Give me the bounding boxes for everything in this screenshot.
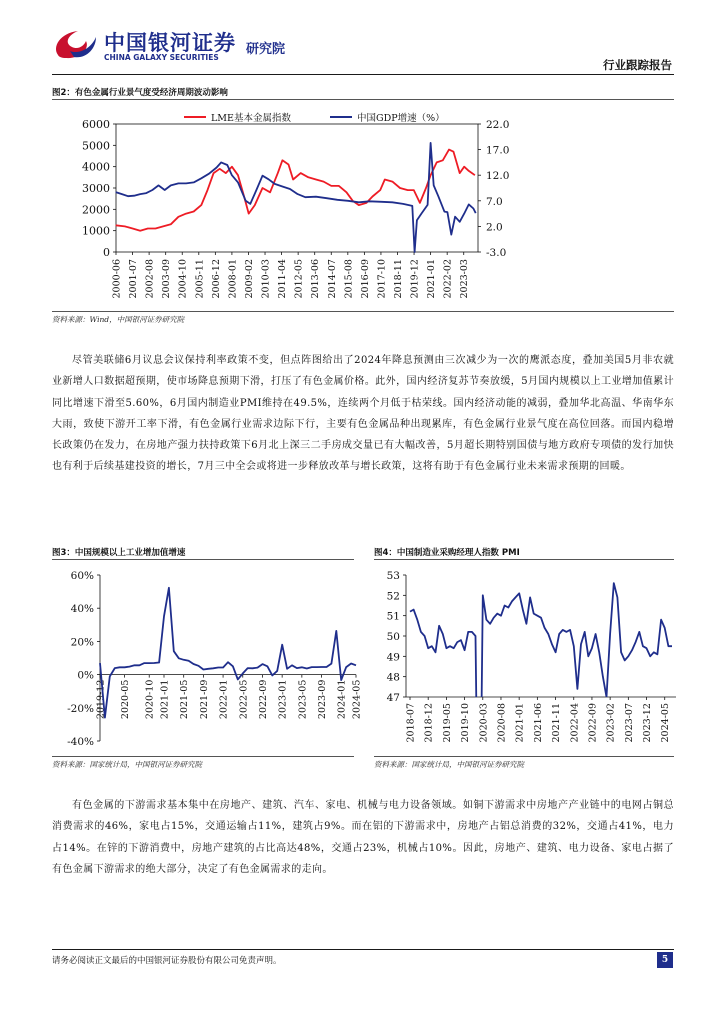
plot-frame [116,124,478,252]
x-tick-label: 2023-02 [605,703,617,743]
figure-4-source-rule [374,756,674,757]
x-tick-label: 2020-10 [144,679,156,720]
y-right-tick-label: 22.0 [486,119,510,131]
y-tick-label: 52 [386,590,400,603]
x-tick-label: 2015-08 [343,259,355,299]
y-tick-label: 51 [386,610,400,623]
y-right-tick-label: 2.0 [486,221,503,234]
x-tick-label: 2003-09 [161,259,173,299]
figure-4-chart [372,563,678,755]
x-tick-label: 2023-01 [277,679,289,720]
body-paragraph-2 [52,795,674,880]
x-tick-label: 2023-03 [459,259,471,299]
y-left-tick-label: 3000 [82,182,110,195]
y-left-tick-label: 6000 [82,118,110,131]
y-left-tick-label: 0 [103,246,110,259]
page-header [0,0,724,80]
y-right-tick-label: 12.0 [486,170,510,183]
x-tick-label: 2005-11 [194,259,206,299]
figure-3-title-rule [52,559,354,560]
figure-3-source: 资料来源：国家统计局，中国银河证券研究院 [52,760,202,769]
y-left-tick-label: 1000 [82,224,110,238]
figure-2-chart [52,102,674,310]
x-tick-label: 2000-06 [111,259,123,299]
x-tick-label: 2022-02 [442,259,454,299]
y-tick-label: 48 [386,671,400,684]
y-tick-label: -20% [67,702,94,715]
x-tick-label: 2006-12 [210,259,222,299]
y-tick-label: 60% [70,570,94,582]
x-tick-label: 2016-09 [359,259,371,299]
report-type: 行业跟踪报告 [603,58,672,72]
logo-cn: 中国银河证券 [104,31,236,55]
x-tick-label: 2022-01 [218,679,230,720]
y-tick-label: 50 [386,631,400,643]
x-tick-label: 2020-03 [478,703,490,743]
x-tick-label: 2023-12 [642,703,654,743]
x-tick-label: 2021-01 [159,679,171,720]
lme-index-line [116,150,475,231]
x-tick-label: 2023-09 [317,679,329,720]
page-number: 5 [657,952,673,968]
x-tick-label: 2002-08 [144,259,156,299]
galaxy-logo-icon [50,27,100,61]
x-tick-label: 2011-04 [277,259,289,299]
x-tick-label: 2001-07 [128,259,140,299]
x-tick-label: 2018-11 [392,259,404,299]
x-tick-label: 2022-04 [569,703,581,743]
figure-3-source-rule [52,756,354,757]
y-tick-label: 0% [77,669,94,682]
x-tick-label: 2008-01 [227,259,239,299]
x-tick-label: 2014-07 [326,259,338,299]
body-paragraph-1 [52,350,674,478]
figure-4-source: 资料来源：国家统计局，中国银河证券研究院 [374,760,524,769]
y-left-tick-label: 2000 [82,203,110,217]
x-tick-label: 2022-05 [238,679,250,720]
x-tick-label: 2019-12 [95,679,107,720]
figure-4-title: 图4：中国制造业采购经理人指数 PMI [374,548,520,558]
y-tick-label: -40% [67,736,94,748]
x-tick-label: 2023-05 [297,679,309,720]
figure-2-title-rule [52,99,674,100]
figure-3-chart [52,563,362,755]
footer-disclaimer: 请务必阅读正文最后的中国银河证券股份有限公司免责声明。 [52,956,282,966]
x-tick-label: 2012-05 [293,259,305,299]
y-tick-label: 49 [386,651,400,664]
y-tick-label: 47 [386,692,400,704]
x-tick-label: 2021-06 [532,703,544,743]
y-left-tick-label: 4000 [82,160,110,174]
x-tick-label: 2019-12 [409,259,421,299]
x-tick-label: 2022-09 [257,679,269,720]
y-tick-label: 20% [70,636,94,649]
x-tick-label: 2020-05 [120,679,132,720]
footer-rule [52,949,674,950]
x-tick-label: 2021-05 [179,679,191,720]
figure-2-source: 资料来源：Wind，中国银河证券研究院 [52,315,185,324]
x-tick-label: 2019-05 [441,703,453,743]
figure-3-title: 图3：中国规模以上工业增加值增速 [52,548,186,558]
y-right-tick-label: 17.0 [486,144,510,157]
x-tick-label: 2018-07 [405,703,417,743]
y-left-tick-label: 5000 [82,139,110,153]
figure-2-title: 图2：有色金属行业景气度受经济周期波动影响 [52,88,228,98]
y-right-tick-label: -3.0 [486,247,507,259]
logo-en: CHINA GALAXY SECURITIES [104,53,219,62]
x-tick-label: 2021-01 [426,259,438,299]
x-tick-label: 2024-05 [351,679,362,720]
x-tick-label: 2004-10 [177,259,189,299]
legend-label: LME基本金属指数 [211,113,291,124]
x-tick-label: 2021-01 [514,703,526,743]
x-tick-label: 2024-01 [336,679,348,720]
x-tick-label: 2021-11 [551,703,563,743]
x-tick-label: 2023-07 [623,703,635,743]
figure-2-source-rule [52,311,674,312]
x-tick-label: 2017-10 [376,259,388,299]
x-tick-label: 2022-09 [587,703,599,743]
institute-name: 研究院 [246,42,286,57]
x-tick-label: 2010-03 [260,259,272,299]
header-rule [52,74,674,75]
y-right-tick-label: 7.0 [486,195,503,208]
x-tick-label: 2020-08 [496,703,508,743]
figure-4-title-rule [374,559,674,560]
x-tick-label: 2024-05 [660,703,672,743]
x-tick-label: 2021-09 [198,679,210,720]
x-tick-label: 2018-12 [423,703,435,743]
x-tick-label: 2013-06 [310,259,322,299]
paragraph-2-text: 有色金属的下游需求基本集中在房地产、建筑、汽车、家电、机械与电力设备领域。如铜下游需求中房地产产业链中的电网占铜总消费需求的46%，家电占15%，交通运输占11%，建筑占9%。而在铝的下游需求中，房地产占铝总消费的32%，交通占41%，电力占14%。在锌的下游消费中，房地产建筑的占比高达48%，交通占23%，机械占10%。因此，房地产、建筑、电力设备、家电占据了有色金属下游需求的绝大部分，决定了有色金属需求的走向。 [52,800,674,875]
legend-label: 中国GDP增速（%） [357,113,445,124]
x-tick-label: 2019-10 [460,703,472,743]
x-tick-label: 2009-02 [243,259,255,299]
paragraph-1-text: 尽管美联储6月议息会议保持利率政策不变，但点阵图给出了2024年降息预测由三次减少为一次的鹰派态度，叠加美国5月非农就业新增人口数据超预期，使市场降息预期下滑，打压了有色金属价格。此外，国内经济复苏节奏放缓，5月国内规模以上工业增加值累计同比增速下滑至5.60%，6月国内制造业PMI维持在49.5%，连续两个月低于枯荣线。国内经济动能的减弱，叠加华北高温、华南华东大雨，致使下游开工率下滑，有色金属行业需求边际下行，主要有色金属品种出现累库，有色金属行业景气度在高位回落。而国内稳增长政策仍在发力，在房地产强力扶持政策下6月北上深三二手房成交量已有大幅改善，5月超长期特别国债与地方政府专项债的发行加快也有利于后续基建投资的增长，7月三中全会或将进一步释放改革与增长政策，这将有助于有色金属行业未来需求预期的回暖。 [52,355,674,473]
y-tick-label: 40% [70,603,94,616]
y-tick-label: 53 [386,570,400,582]
